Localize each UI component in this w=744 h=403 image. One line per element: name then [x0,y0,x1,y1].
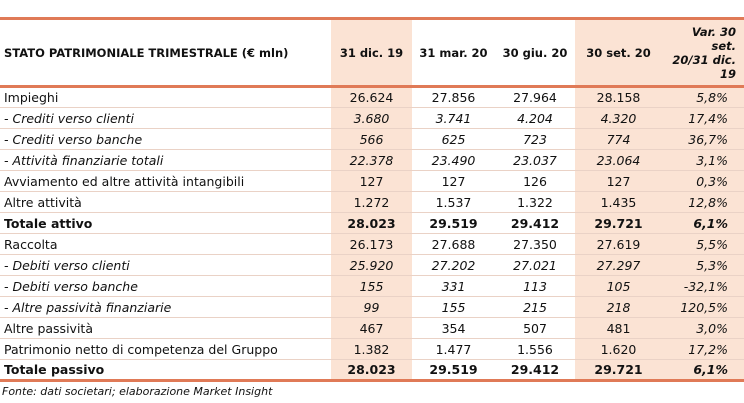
cell-variation: 5,8% [662,87,744,108]
row-label: - Crediti verso clienti [0,108,331,129]
cell-mar20: 331 [412,276,495,297]
cell-dec19: 1.382 [331,339,412,360]
col-header-dec19: 31 dic. 19 [331,19,412,87]
cell-mar20: 354 [412,318,495,339]
cell-jun20: 29.412 [495,213,575,234]
cell-dec19: 28.023 [331,213,412,234]
table-row [0,276,744,297]
variation-header-line1: Var. 30 set. [691,24,736,53]
cell-variation: 36,7% [662,129,744,150]
balance-sheet-table-wrapper [0,17,744,382]
cell-dec19: 26.624 [331,87,412,108]
total-assets-row [0,213,744,234]
cell-variation: 5,5% [662,234,744,255]
total-liabilities-row [0,360,744,381]
cell-jun20: 4.204 [495,108,575,129]
header-row [0,19,744,87]
cell-variation: 6,1% [662,360,744,381]
table-row [0,339,744,360]
cell-mar20: 1.537 [412,192,495,213]
col-header-jun20: 30 giu. 20 [495,19,575,87]
cell-dec19: 467 [331,318,412,339]
cell-mar20: 29.519 [412,213,495,234]
cell-sep20: 29.721 [575,360,662,381]
col-header-mar20: 31 mar. 20 [412,19,495,87]
cell-jun20: 1.322 [495,192,575,213]
cell-mar20: 3.741 [412,108,495,129]
cell-mar20: 127 [412,171,495,192]
table-row [0,297,744,318]
variation-header-line2: 20/31 dic. [672,52,736,67]
cell-dec19: 155 [331,276,412,297]
row-label: - Debiti verso banche [0,276,331,297]
cell-jun20: 29.412 [495,360,575,381]
cell-dec19: 1.272 [331,192,412,213]
cell-dec19: 3.680 [331,108,412,129]
cell-jun20: 723 [495,129,575,150]
col-header-sep20: 30 set. 20 [575,19,662,87]
cell-mar20: 29.519 [412,360,495,381]
cell-sep20: 218 [575,297,662,318]
cell-dec19: 26.173 [331,234,412,255]
table-row [0,255,744,276]
cell-mar20: 155 [412,297,495,318]
table-row [0,108,744,129]
cell-dec19: 127 [331,171,412,192]
cell-mar20: 27.688 [412,234,495,255]
cell-variation: 0,3% [662,171,744,192]
cell-variation: 5,3% [662,255,744,276]
cell-sep20: 27.619 [575,234,662,255]
table-row [0,171,744,192]
row-label: - Debiti verso clienti [0,255,331,276]
cell-jun20: 215 [495,297,575,318]
cell-variation: 12,8% [662,192,744,213]
cell-variation: 17,4% [662,108,744,129]
cell-dec19: 99 [331,297,412,318]
cell-variation: 120,5% [662,297,744,318]
table-title: STATO PATRIMONIALE TRIMESTRALE (€ mln) [0,19,331,87]
cell-dec19: 566 [331,129,412,150]
cell-jun20: 126 [495,171,575,192]
cell-sep20: 29.721 [575,213,662,234]
row-label: Altre passività [0,318,331,339]
row-label: - Altre passività finanziarie [0,297,331,318]
cell-sep20: 774 [575,129,662,150]
cell-dec19: 22.378 [331,150,412,171]
cell-sep20: 1.620 [575,339,662,360]
cell-sep20: 127 [575,171,662,192]
variation-header-line3: 19 [719,66,736,81]
cell-mar20: 625 [412,129,495,150]
table-row [0,150,744,171]
table-row [0,87,744,108]
cell-variation: 6,1% [662,213,744,234]
cell-dec19: 28.023 [331,360,412,381]
cell-mar20: 1.477 [412,339,495,360]
cell-mar20: 27.856 [412,87,495,108]
table-row [0,318,744,339]
cell-variation: 17,2% [662,339,744,360]
row-label: Raccolta [0,234,331,255]
cell-dec19: 25.920 [331,255,412,276]
cell-mar20: 23.490 [412,150,495,171]
cell-sep20: 4.320 [575,108,662,129]
cell-jun20: 113 [495,276,575,297]
cell-sep20: 23.064 [575,150,662,171]
cell-sep20: 481 [575,318,662,339]
cell-jun20: 27.350 [495,234,575,255]
table-row [0,129,744,150]
cell-jun20: 27.964 [495,87,575,108]
table-row [0,192,744,213]
table-row [0,234,744,255]
col-header-variation [662,19,744,87]
row-label: Patrimonio netto di competenza del Gruppo [0,339,331,360]
cell-variation: 3,1% [662,150,744,171]
cell-sep20: 105 [575,276,662,297]
cell-jun20: 1.556 [495,339,575,360]
cell-jun20: 27.021 [495,255,575,276]
cell-sep20: 28.158 [575,87,662,108]
source-note: Fonte: dati societari; elaborazione Market Insight [2,385,273,398]
cell-sep20: 27.297 [575,255,662,276]
cell-jun20: 507 [495,318,575,339]
cell-variation: 3,0% [662,318,744,339]
row-label: Totale attivo [0,213,331,234]
row-label: Altre attività [0,192,331,213]
row-label: - Crediti verso banche [0,129,331,150]
row-label: Avviamento ed altre attività intangibili [0,171,331,192]
row-label: - Attività finanziarie totali [0,150,331,171]
row-label: Impieghi [0,87,331,108]
balance-sheet-table [0,17,744,382]
cell-sep20: 1.435 [575,192,662,213]
cell-jun20: 23.037 [495,150,575,171]
row-label: Totale passivo [0,360,331,381]
cell-variation: -32,1% [662,276,744,297]
cell-mar20: 27.202 [412,255,495,276]
